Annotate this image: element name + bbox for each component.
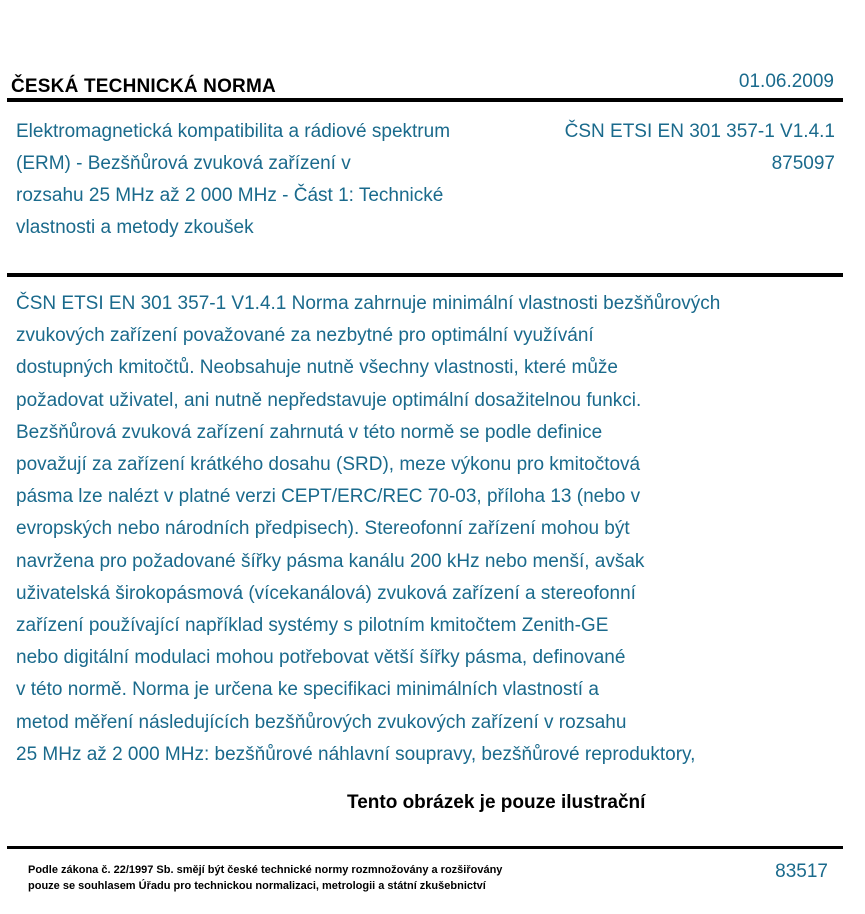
standard-title: [16, 116, 516, 244]
abstract-line: metod měření následujících bezšňůrových zvukových zařízení v rozsahu: [16, 711, 627, 733]
standard-title-line: Elektromagnetická kompatibilita a rádiové spektrum: [16, 121, 451, 142]
abstract-line: požadovat uživatel, ani nutně nepředstavuje optimální dosažitelnou funkci.: [16, 389, 642, 411]
issue-date: 01.06.2009: [738, 71, 834, 92]
abstract-line: zařízení používající například systémy s pilotním kmitočtem Zenith-GE: [16, 615, 609, 637]
abstract-line: pásma lze nalézt v platné verzi CEPT/ERC/REC 70-03, příloha 13 (nebo v: [16, 486, 641, 508]
legal-notice-line: Podle zákona č. 22/1997 Sb. smějí být české technické normy rozmnožovány a rozšiřovány: [28, 864, 503, 876]
abstract-line: evropských nebo národních předpisech). Stereofonní zařízení mohou být: [16, 518, 630, 540]
abstract-line: zvukových zařízení považované za nezbytné pro optimální využívání: [16, 325, 594, 347]
standard-title-line: rozsahu 25 MHz až 2 000 MHz - Část 1: Technické: [16, 185, 444, 206]
abstract-line: Bezšňůrová zvuková zařízení zahrnutá v této normě se podle definice: [16, 421, 603, 443]
abstract-line: uživatelská širokopásmová (vícekanálová) zvuková zařízení a stereofonní: [16, 582, 636, 604]
abstract-line: ČSN ETSI EN 301 357-1 V1.4.1 Norma zahrnuje minimální vlastnosti bezšňůrových: [16, 293, 721, 314]
standard-title-line: vlastnosti a metody zkoušek: [16, 217, 254, 238]
abstract-line: dostupných kmitočtů. Neobsahuje nutně všechny vlastnosti, které může: [16, 357, 618, 379]
section-divider: [7, 273, 843, 277]
class-number: 875097: [771, 153, 835, 174]
abstract-text: [16, 288, 836, 771]
standard-identifiers: [565, 116, 835, 180]
abstract-line: 25 MHz až 2 000 MHz: bezšňůrové náhlavní soupravy, bezšňůrové reproduktory,: [16, 743, 696, 765]
footer-divider: [7, 846, 843, 849]
header-divider: [7, 98, 843, 102]
abstract-line: nebo digitální modulaci mohou potřebovat větší šířky pásma, definované: [16, 647, 626, 669]
catalog-number: 83517: [775, 861, 828, 882]
abstract-line: považují za zařízení krátkého dosahu (SRD), meze výkonu pro kmitočtová: [16, 454, 641, 476]
legal-notice-line: pouze se souhlasem Úřadu pro technickou normalizaci, metrologii a státní zkušebnictví: [28, 880, 486, 892]
standard-designation: ČSN ETSI EN 301 357-1 V1.4.1: [564, 121, 835, 142]
abstract-line: v této normě. Norma je určena ke specifikaci minimálních vlastností a: [16, 679, 599, 701]
page-title: ČESKÁ TECHNICKÁ NORMA: [11, 76, 276, 97]
abstract-line: navržena pro požadované šířky pásma kanálu 200 kHz nebo menší, avšak: [16, 550, 645, 572]
legal-notice: [28, 862, 502, 894]
standard-title-line: (ERM) - Bezšňůrová zvuková zařízení v: [16, 153, 351, 174]
illustration-note: Tento obrázek je pouze ilustrační: [347, 792, 646, 813]
